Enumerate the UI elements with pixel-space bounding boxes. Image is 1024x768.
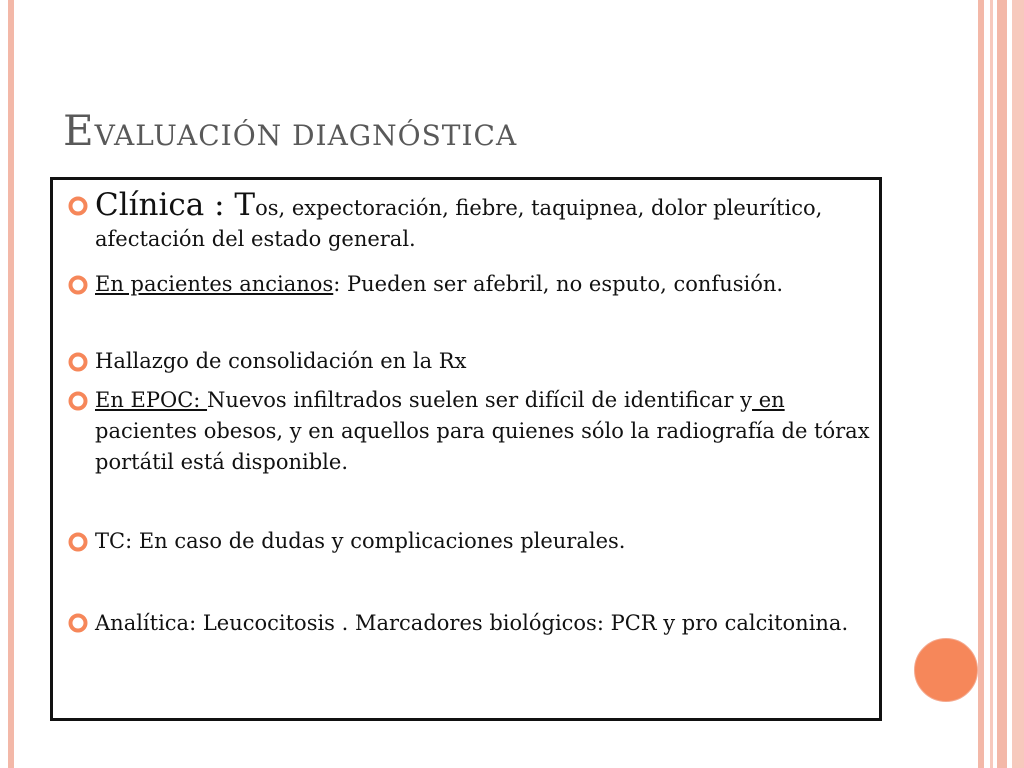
bullet-underlined-text: En EPOC: [95,388,208,412]
content-box [50,177,882,721]
bullet-clinica [67,187,877,255]
circle-bullet-icon [67,351,89,373]
right-decorative-stripe [978,0,984,768]
bullet-underlined-text: En pacientes ancianos [95,272,334,296]
bullet-analitica [67,603,877,644]
bullet-big-text: Clínica : T [95,187,256,223]
bullet-text: Analítica: Leucocitosis . Marcadores biológicos: PCR y pro calcitonina. [95,611,849,635]
bullet-text: : Pueden ser afebril, no esputo, confusión. [333,272,784,296]
bullet-epoc [67,385,877,478]
right-decorative-stripe [997,0,1007,768]
bullet-tc [67,526,877,557]
bullet-hallazgo [67,346,877,377]
title-initial: E [63,106,95,155]
bullet-text: os, expectoración, fiebre, taquipnea, dolor pleurítico, afectación del estado general. [95,196,823,251]
right-decorative-stripe [1012,0,1024,768]
bullet-text: TC: En caso de dudas y complicaciones pleurales. [95,529,626,553]
decorative-circle [914,638,978,702]
right-decorative-stripe [990,0,993,768]
circle-bullet-icon [67,531,89,553]
title-rest: VALUACIÓN DIAGNÓSTICA [94,119,518,152]
bullet-text: Nuevos infiltrados suelen ser difícil de identificar y [207,388,753,412]
circle-bullet-icon [67,274,89,296]
bullet-ancianos [67,269,877,300]
slide-title [63,106,517,155]
circle-bullet-icon [67,612,89,634]
bullet-text: Hallazgo de consolidación en la Rx [95,349,467,373]
circle-bullet-icon [67,195,89,217]
left-decorative-stripe [8,0,14,768]
bullet-text: pacientes obesos, y en aquellos para quienes sólo la radiografía de tórax portátil está disponible. [95,419,870,474]
circle-bullet-icon [67,390,89,412]
bullet-underlined-text: en [752,388,785,412]
